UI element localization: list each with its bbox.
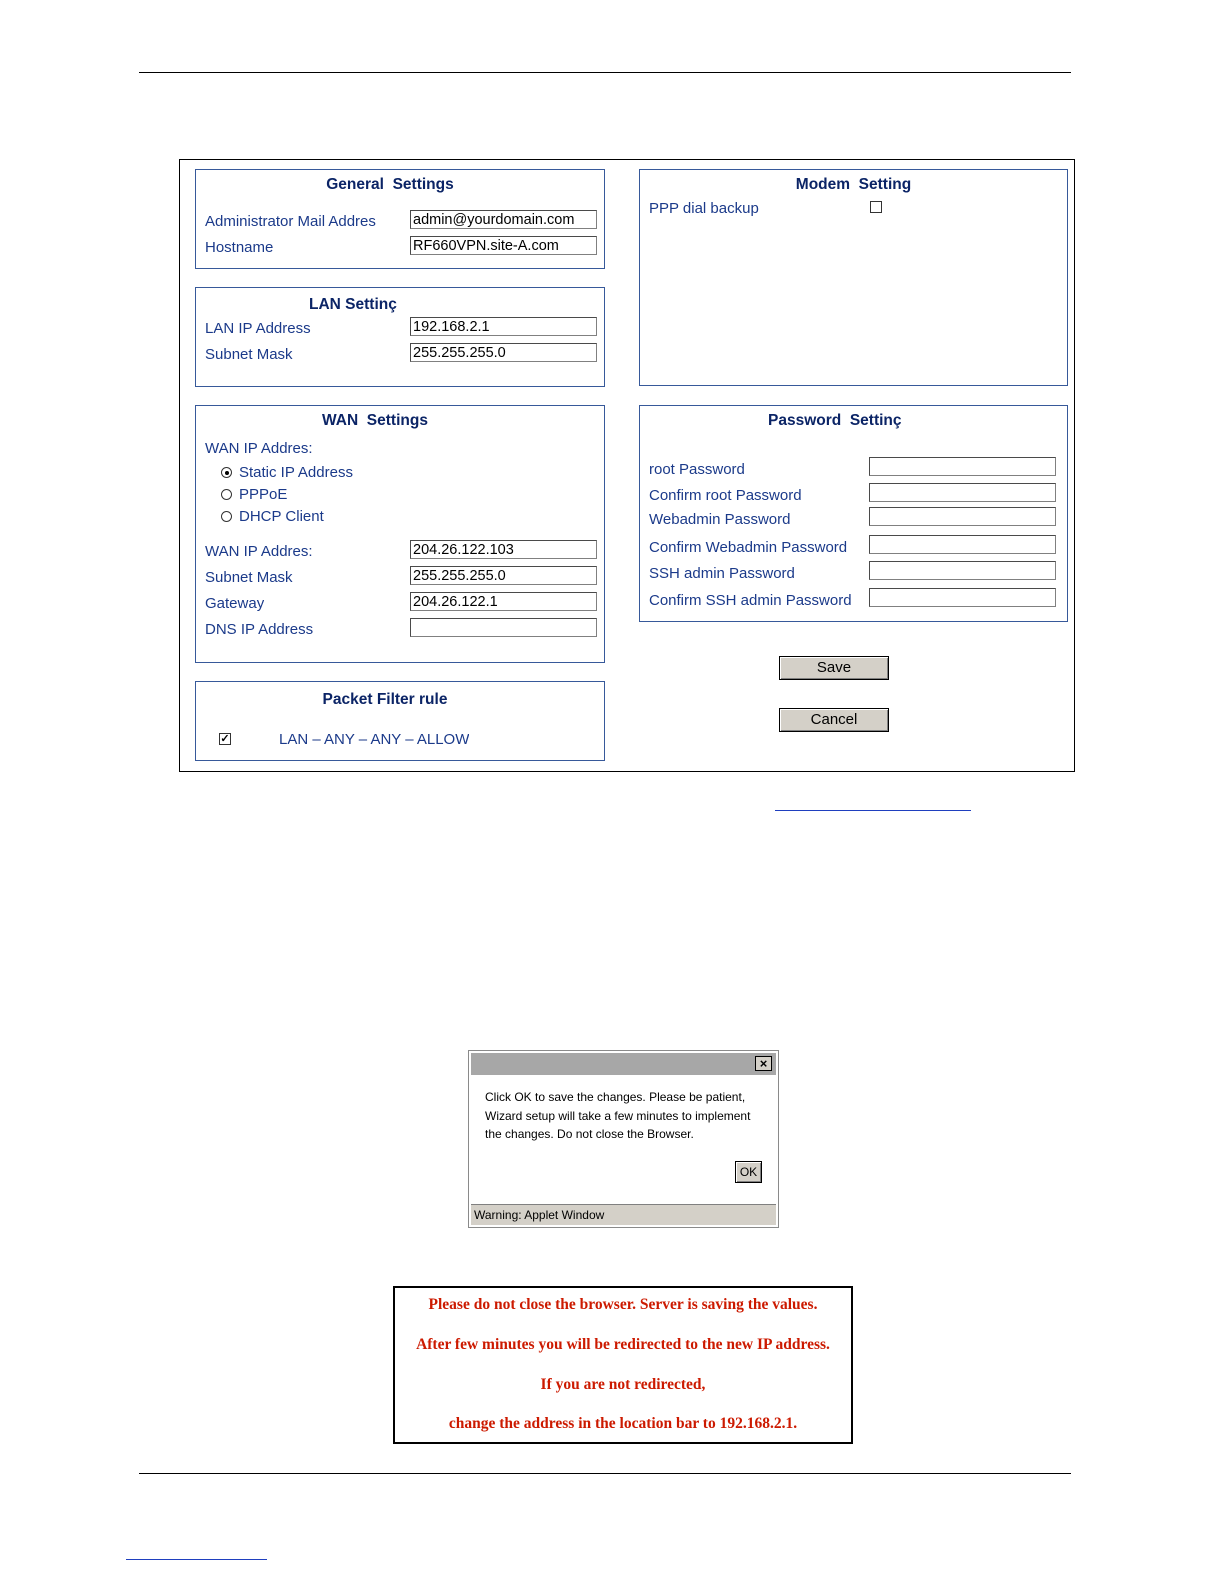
wan-settings-panel	[195, 405, 605, 663]
packet-filter-checkbox[interactable]	[219, 733, 231, 745]
wan-ip-field[interactable]	[410, 540, 597, 559]
ppp-dial-backup-label: PPP dial backup	[649, 200, 759, 217]
gateway-label: Gateway	[205, 595, 265, 612]
footer-hyperlink-underline[interactable]	[126, 1559, 267, 1560]
root-password-label: root Password	[649, 461, 745, 478]
notice-line-1: Please do not close the browser. Server is saving the values.	[428, 1296, 818, 1313]
notice-line-2: After few minutes you will be redirected to the new IP address.	[416, 1336, 830, 1353]
password-setting-panel	[639, 405, 1068, 622]
lan-subnet-mask-label: Subnet Mask	[205, 346, 293, 363]
header-rule	[139, 72, 1071, 73]
wan-subnet-mask-field[interactable]	[410, 566, 597, 585]
ok-button[interactable]: OK	[735, 1161, 762, 1183]
ppp-dial-backup-checkbox[interactable]	[870, 201, 882, 213]
admin-mail-field[interactable]	[410, 210, 597, 229]
general-settings-panel	[195, 169, 605, 269]
dialog-title-bar	[471, 1053, 776, 1075]
wan-ip-label: WAN IP Addres:	[205, 543, 313, 560]
close-icon[interactable]: ×	[755, 1056, 772, 1071]
radio-pppoe[interactable]	[221, 489, 232, 500]
wan-mode-label: WAN IP Addres:	[205, 440, 313, 457]
confirm-ssh-admin-password-field[interactable]	[869, 588, 1056, 607]
radio-dhcp-client[interactable]	[221, 511, 232, 522]
saving-notice	[393, 1286, 853, 1444]
confirm-webadmin-password-label: Confirm Webadmin Password	[649, 539, 848, 556]
radio-static-ip[interactable]	[221, 467, 232, 478]
hyperlink-underline[interactable]	[775, 810, 971, 811]
radio-static-ip-label: Static IP Address	[239, 464, 353, 481]
ssh-admin-password-label: SSH admin Password	[649, 565, 795, 582]
settings-screenshot	[179, 159, 1075, 772]
confirm-root-password-label: Confirm root Password	[649, 487, 802, 504]
confirm-root-password-field[interactable]	[869, 483, 1056, 502]
lan-ip-label: LAN IP Address	[205, 320, 311, 337]
save-confirmation-dialog	[468, 1050, 779, 1228]
wan-subnet-mask-label: Subnet Mask	[205, 569, 293, 586]
ssh-admin-password-field[interactable]	[869, 561, 1056, 580]
webadmin-password-field[interactable]	[869, 507, 1056, 526]
confirm-ssh-admin-password-label: Confirm SSH admin Password	[649, 592, 852, 609]
lan-ip-field[interactable]	[410, 317, 597, 336]
dns-ip-label: DNS IP Address	[205, 621, 314, 638]
packet-filter-title: Packet Filter rule	[322, 691, 448, 708]
packet-filter-rule-label: LAN – ANY – ANY – ALLOW	[279, 731, 470, 748]
root-password-field[interactable]	[869, 457, 1056, 476]
wan-settings-title: WAN Settings	[322, 412, 428, 429]
modem-setting-title: Modem Setting	[795, 176, 912, 193]
save-button[interactable]: Save	[779, 656, 889, 680]
packet-filter-panel	[195, 681, 605, 761]
general-settings-title: General Settings	[326, 176, 454, 193]
hostname-field[interactable]	[410, 236, 597, 255]
dialog-status-bar: Warning: Applet Window	[471, 1204, 776, 1225]
webadmin-password-label: Webadmin Password	[649, 511, 791, 528]
notice-line-3: If you are not redirected,	[540, 1376, 706, 1393]
password-setting-title: Password Settinç	[768, 412, 902, 429]
dialog-message: Click OK to save the changes. Please be patient, Wizard setup will take a few minutes to implement the changes. Do not close the Browser.	[485, 1090, 751, 1141]
footer-rule	[139, 1473, 1071, 1474]
lan-settings-panel	[195, 287, 605, 387]
hostname-label: Hostname	[205, 239, 274, 256]
gateway-field[interactable]	[410, 592, 597, 611]
lan-subnet-mask-field[interactable]	[410, 343, 597, 362]
radio-dhcp-client-label: DHCP Client	[239, 508, 324, 525]
admin-mail-label: Administrator Mail Addres	[205, 213, 376, 230]
cancel-button[interactable]: Cancel	[779, 708, 889, 732]
notice-line-4: change the address in the location bar to 192.168.2.1.	[448, 1415, 798, 1432]
confirm-webadmin-password-field[interactable]	[869, 535, 1056, 554]
radio-pppoe-label: PPPoE	[239, 486, 288, 503]
check-mark-icon: ✓	[220, 733, 230, 745]
lan-settings-title: LAN Settinç	[309, 296, 397, 313]
modem-setting-panel	[639, 169, 1068, 386]
dns-ip-field[interactable]	[410, 618, 597, 637]
